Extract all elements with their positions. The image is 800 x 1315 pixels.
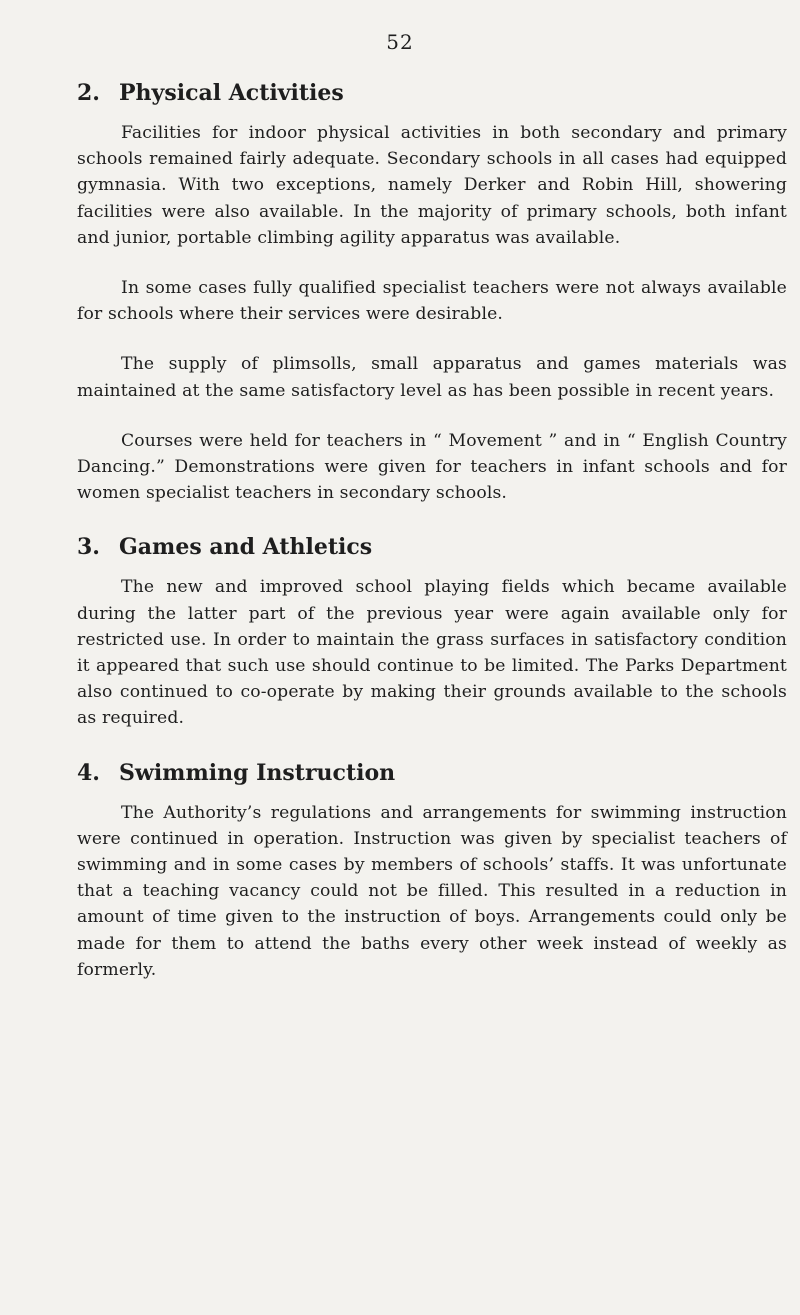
section-heading: [77, 76, 787, 110]
section-heading: [77, 756, 787, 790]
page-content: [77, 76, 787, 1007]
section-title: Games and Athletics: [119, 534, 373, 561]
paragraph: Facilities for indoor physical activities in both secondary and primary schools remained fairly adequate. Secondary schools in all cases had equipped gymnasia. With two exceptions, namely Derker and Robin Hill, showering facilities were also available. In the majority of primary schools, both infant and junior, portable climbing agility apparatus was available.: [77, 123, 787, 248]
paragraph: The new and improved school playing fields which became available during the latter part of the previous year were again available only for restricted use. In order to maintain the grass surfaces in satisfactory condition it appeared that such use should continue to be limited. The Parks Department also continued to co-operate by making their grounds available to the schools as required.: [77, 577, 787, 729]
paragraph: Courses were held for teachers in “ Movement ” and in “ English Country Dancing.” Demonstrations were given for teachers in infant schools and for women specialist teachers in secondary schools.: [77, 430, 787, 504]
paragraph: The supply of plimsolls, small apparatus and games materials was maintained at the same satisfactory level as has been possible in recent years.: [77, 354, 787, 401]
section-number: 3.: [77, 534, 100, 561]
section-heading: [77, 530, 787, 564]
page-number: 52: [386, 30, 414, 54]
section-number: 4.: [77, 759, 100, 786]
section-games-and-athletics: [77, 530, 787, 731]
paragraph: The Authority’s regulations and arrangements for swimming instruction were continued in operation. Instruction was given by specialist teachers of swimming and in some cases by members of schools’ staffs. It was unfortunate that a teaching vacancy could not be filled. This resulted in a reduction in amount of time given to the instruction of boys. Arrangements could only be made for them to attend the baths every other week instead of weekly as formerly.: [77, 802, 787, 980]
section-number: 2.: [77, 80, 100, 106]
paragraph: In some cases fully qualified specialist teachers were not always available for schools where their services were desirable.: [77, 278, 787, 325]
section-title: Physical Activities: [119, 80, 344, 106]
section-swimming-instruction: [77, 756, 787, 983]
section-title: Swimming Instruction: [119, 759, 396, 786]
section-physical-activities: [77, 76, 787, 506]
